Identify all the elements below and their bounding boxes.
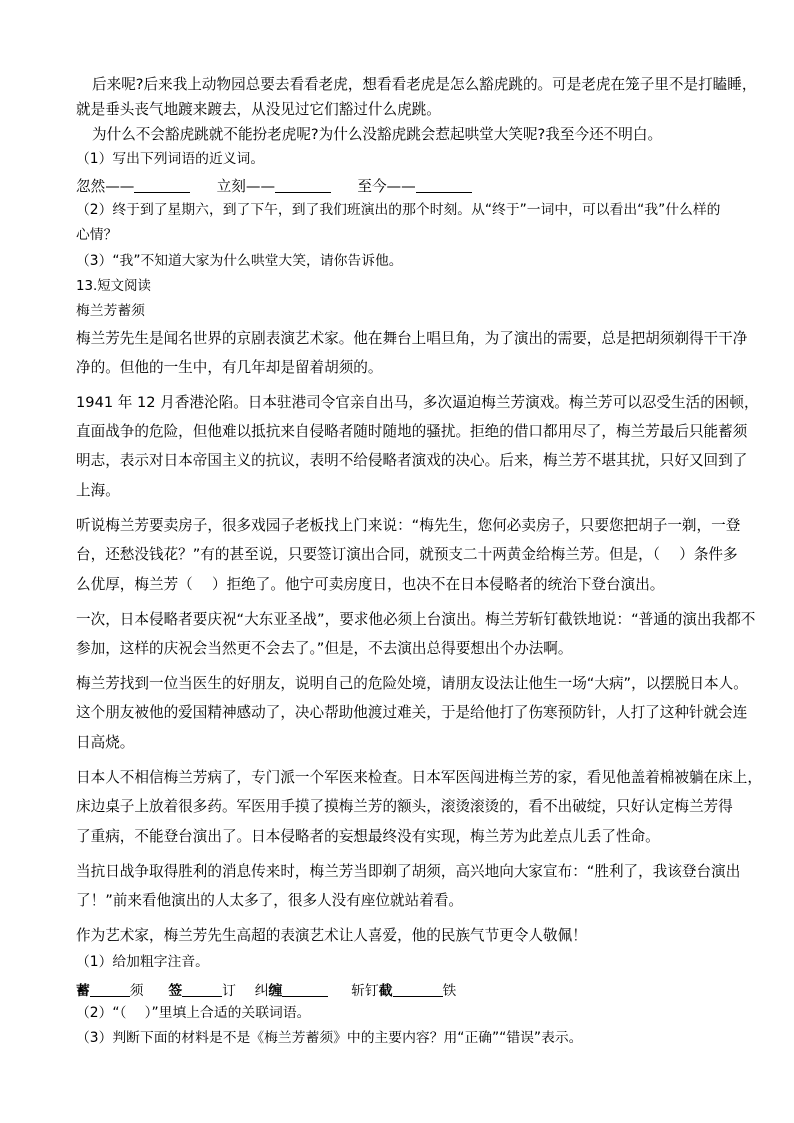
word-part: 订 [222, 983, 236, 999]
answer-blank[interactable] [282, 982, 328, 997]
pinyin-row [76, 982, 456, 999]
article-line: 1941 年 12 月香港沦陷。日本驻港司令官亲自出马，多次逼迫梅兰芳演戏。梅兰芳可以忍受生活的困顿， [76, 394, 759, 411]
article-line: 上海。 [76, 482, 120, 499]
answer-blank[interactable] [393, 982, 443, 997]
article-line: 作为艺术家，梅兰芳先生高超的表演艺术让人喜爱，他的民族气节更令人敬佩！ [76, 927, 587, 944]
article-line: 一次，日本侵略者要庆祝“大东亚圣战”，要求他必须上台演出。梅兰芳斩钉截铁地说：“普通的演出我都不 [76, 611, 756, 628]
bold-char: 缠 [268, 983, 283, 999]
sub-question-1: （1）给加粗字注音。 [76, 954, 209, 970]
article-line: 参加，这样的庆祝会当然更不会去了。”但是，不去演出总得要想出个办法啊。 [76, 640, 573, 657]
synonym-prompt-1: 忽然—— [76, 178, 135, 195]
word-part: 纠 [254, 983, 269, 999]
article-line: 净的。但他的一生中，有几年却是留着胡须的。 [76, 359, 383, 376]
answer-blank[interactable] [182, 982, 222, 997]
question-1: （1）写出下列词语的近义词。 [76, 151, 265, 167]
article-line: 日本人不相信梅兰芳病了，专门派一个军医来检查。日本军医闯进梅兰芳的家，看见他盖着棉被躺在床上， [76, 769, 762, 786]
article-line: 直面战争的危险，但他难以抵抗来自侵略者随时随地的骚扰。拒绝的借口都用尽了，梅兰芳最后只能蓄须 [76, 423, 748, 440]
paragraph-line: 为什么不会豁虎跳就不能扮老虎呢?为什么没豁虎跳会惹起哄堂大笑呢?我至今还不明白。 [92, 126, 663, 143]
article-line: 么优厚，梅兰芳（ ）拒绝了。他宁可卖房度日，也决不在日本侵略者的统治下登台演出。 [76, 576, 665, 593]
question-3: （3）“我”不知道大家为什么哄堂大笑，请你告诉他。 [76, 253, 403, 269]
word-part: 须 [129, 983, 144, 999]
answer-blank[interactable] [275, 178, 331, 193]
synonym-prompt-3: 至今—— [357, 178, 416, 195]
question-2-line: （2）终于到了星期六，到了下午，到了我们班演出的那个时刻。从“终于”一词中，可以看出“我”什么样的 [76, 202, 721, 218]
answer-blank[interactable] [90, 982, 130, 997]
article-line: 了！”前来看他演出的人太多了，很多人没有座位就站着看。 [76, 892, 464, 909]
article-line: 了重病，不能登台演出了。日本侵略者的妄想最终没有实现，梅兰芳为此差点儿丢了性命。 [76, 828, 660, 845]
article-line: 床边桌子上放着很多药。军医用手摸了摸梅兰芳的额头，滚烫滚烫的，看不出破绽，只好认定梅兰芳得 [76, 798, 733, 815]
synonym-row [76, 178, 472, 195]
article-line: 梅兰芳先生是闻名世界的京剧表演艺术家。他在舞台上唱旦角，为了演出的需要，总是把胡须剃得干干净 [76, 330, 748, 347]
sub-question-3: （3）判断下面的材料是不是《梅兰芳蓄须》中的主要内容？用“正确”“错误”表示。 [76, 1030, 583, 1046]
article-line: 梅兰芳找到一位当医生的好朋友，说明自己的危险处境，请朋友设法让他生一场“大病”，以摆脱日本人。 [76, 675, 748, 692]
sub-question-2: （2）“（ ）”里填上合适的关联词语。 [76, 1005, 311, 1021]
bold-char: 签 [168, 983, 183, 999]
article-line: 日高烧。 [76, 734, 135, 751]
word-part: 斩钉 [351, 983, 379, 999]
article-line: 台，还愁没钱花？”有的甚至说，只要签订演出合同，就预支二十两黄金给梅兰芳。但是，（ ）条件多 [76, 546, 738, 563]
paragraph-line: 就是垂头丧气地踱来踱去，从没见过它们豁过什么虎跳。 [76, 101, 441, 118]
paragraph-line: 后来呢?后来我上动物园总要去看看老虎，想看看老虎是怎么豁虎跳的。可是老虎在笼子里不是打瞌睡， [92, 76, 757, 93]
article-line: 明志，表示对日本帝国主义的抗议，表明不给侵略者演戏的决心。后来，梅兰芳不堪其扰，只好又回到了 [76, 452, 748, 469]
article-line: 当抗日战争取得胜利的消息传来时，梅兰芳当即剃了胡须，高兴地向大家宣布：“胜利了，我该登台演出 [76, 863, 741, 880]
question-2-line: 心情？ [76, 227, 118, 243]
bold-char: 蓄 [76, 983, 90, 999]
bold-char: 截 [378, 983, 393, 999]
answer-blank[interactable] [416, 178, 472, 193]
article-line: 听说梅兰芳要卖房子，很多戏园子老板找上门来说：“梅先生，您何必卖房子，只要您把胡子一剃，一登 [76, 517, 741, 534]
word-part: 铁 [442, 983, 457, 999]
article-title: 梅兰芳蓄须 [76, 303, 145, 319]
article-line: 这个朋友被他的爱国精神感动了，决心帮助他渡过难关，于是给他打了伤寒预防针，人打了这种针就会连 [76, 704, 748, 721]
section-heading: 13.短文阅读 [76, 279, 151, 294]
synonym-prompt-2: 立刻—— [216, 178, 276, 195]
answer-blank[interactable] [134, 178, 190, 193]
